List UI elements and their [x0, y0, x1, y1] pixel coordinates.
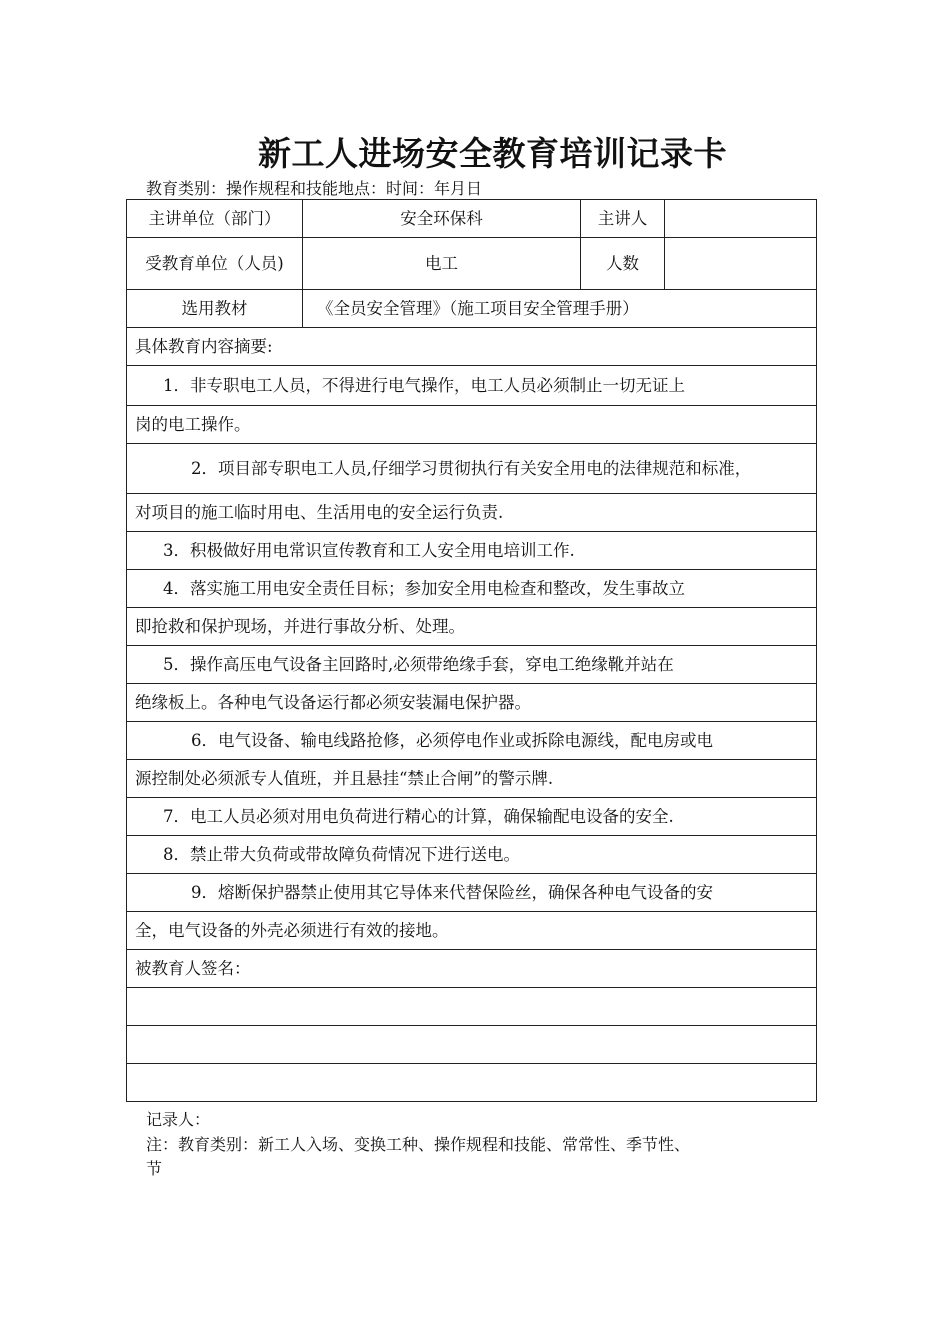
content-line: 1．非专职电工人员，不得进行电气操作，电工人员必须制止一切无证上 — [127, 366, 817, 406]
content-line: 岗的电工操作。 — [127, 406, 817, 444]
content-row — [127, 494, 817, 532]
content-line: 8．禁止带大负荷或带故障负荷情况下进行送电。 — [127, 836, 817, 874]
content-row — [127, 836, 817, 874]
content-line: 全，电气设备的外壳必须进行有效的接地。 — [127, 912, 817, 950]
content-row — [127, 722, 817, 760]
content-line: 9．熔断保护器禁止使用其它导体来代替保险丝，确保各种电气设备的安 — [127, 874, 817, 912]
signature-cell[interactable] — [127, 988, 817, 1026]
lecturer-label: 主讲人 — [581, 200, 665, 238]
content-line: 7．电工人员必须对用电负荷进行精心的计算，确保输配电设备的安全. — [127, 798, 817, 836]
content-line: 即抢救和保护现场，并进行事故分析、处理。 — [127, 608, 817, 646]
content-row — [127, 608, 817, 646]
training-record-table — [126, 199, 817, 1102]
note-line: 节 — [146, 1159, 163, 1178]
content-row — [127, 406, 817, 444]
trainee-unit-value: 电工 — [303, 238, 581, 290]
content-line: 2．项目部专职电工人员,仔细学习贯彻执行有关安全用电的法律规范和标准， — [127, 444, 817, 494]
material-value: 《全员安全管理》（施工项目安全管理手册） — [303, 290, 817, 328]
signature-row — [127, 988, 817, 1026]
trainee-unit-label: 受教育单位（人员) — [127, 238, 303, 290]
table-row — [127, 200, 817, 238]
document-title: 新工人进场安全教育培训记录卡 — [258, 134, 727, 173]
content-line: 源控制处必须派专人值班，并且悬挂“禁止合闸”的警示牌. — [127, 760, 817, 798]
content-row — [127, 684, 817, 722]
table-row — [127, 328, 817, 366]
content-line: 4．落实施工用电安全责任目标；参加安全用电检查和整改，发生事故立 — [127, 570, 817, 608]
content-row — [127, 798, 817, 836]
signature-label: 被教育人签名： — [127, 950, 817, 988]
content-line: 绝缘板上。各种电气设备运行都必须安装漏电保护器。 — [127, 684, 817, 722]
content-line: 6．电气设备、输电线路抢修，必须停电作业或拆除电源线，配电房或电 — [127, 722, 817, 760]
count-value-cell[interactable] — [665, 238, 817, 290]
content-row — [127, 912, 817, 950]
signature-cell[interactable] — [127, 1026, 817, 1064]
signature-row — [127, 1026, 817, 1064]
signature-cell[interactable] — [127, 1064, 817, 1102]
content-row — [127, 532, 817, 570]
content-header: 具体教育内容摘要: — [127, 328, 817, 366]
table-row — [127, 238, 817, 290]
note-line: 注：教育类别：新工人入场、变换工种、操作规程和技能、常常性、季节性、 — [146, 1135, 691, 1154]
content-row — [127, 366, 817, 406]
lecturer-value-cell[interactable] — [665, 200, 817, 238]
table-row — [127, 950, 817, 988]
content-row — [127, 760, 817, 798]
content-line: 5．操作高压电气设备主回路时,必须带绝缘手套，穿电工绝缘靴并站在 — [127, 646, 817, 684]
table-row — [127, 290, 817, 328]
recorder-label: 记录人： — [146, 1110, 211, 1129]
content-row — [127, 570, 817, 608]
count-label: 人数 — [581, 238, 665, 290]
education-info-line: 教育类别：操作规程和技能地点：时间：年月日 — [146, 179, 483, 198]
content-row — [127, 444, 817, 494]
content-line: 3．积极做好用电常识宣传教育和工人安全用电培训工作. — [127, 532, 817, 570]
material-label: 选用教材 — [127, 290, 303, 328]
signature-row — [127, 1064, 817, 1102]
unit-label: 主讲单位（部门） — [127, 200, 303, 238]
unit-value: 安全环保科 — [303, 200, 581, 238]
content-row — [127, 874, 817, 912]
content-line: 对项目的施工临时用电、生活用电的安全运行负责. — [127, 494, 817, 532]
content-row — [127, 646, 817, 684]
